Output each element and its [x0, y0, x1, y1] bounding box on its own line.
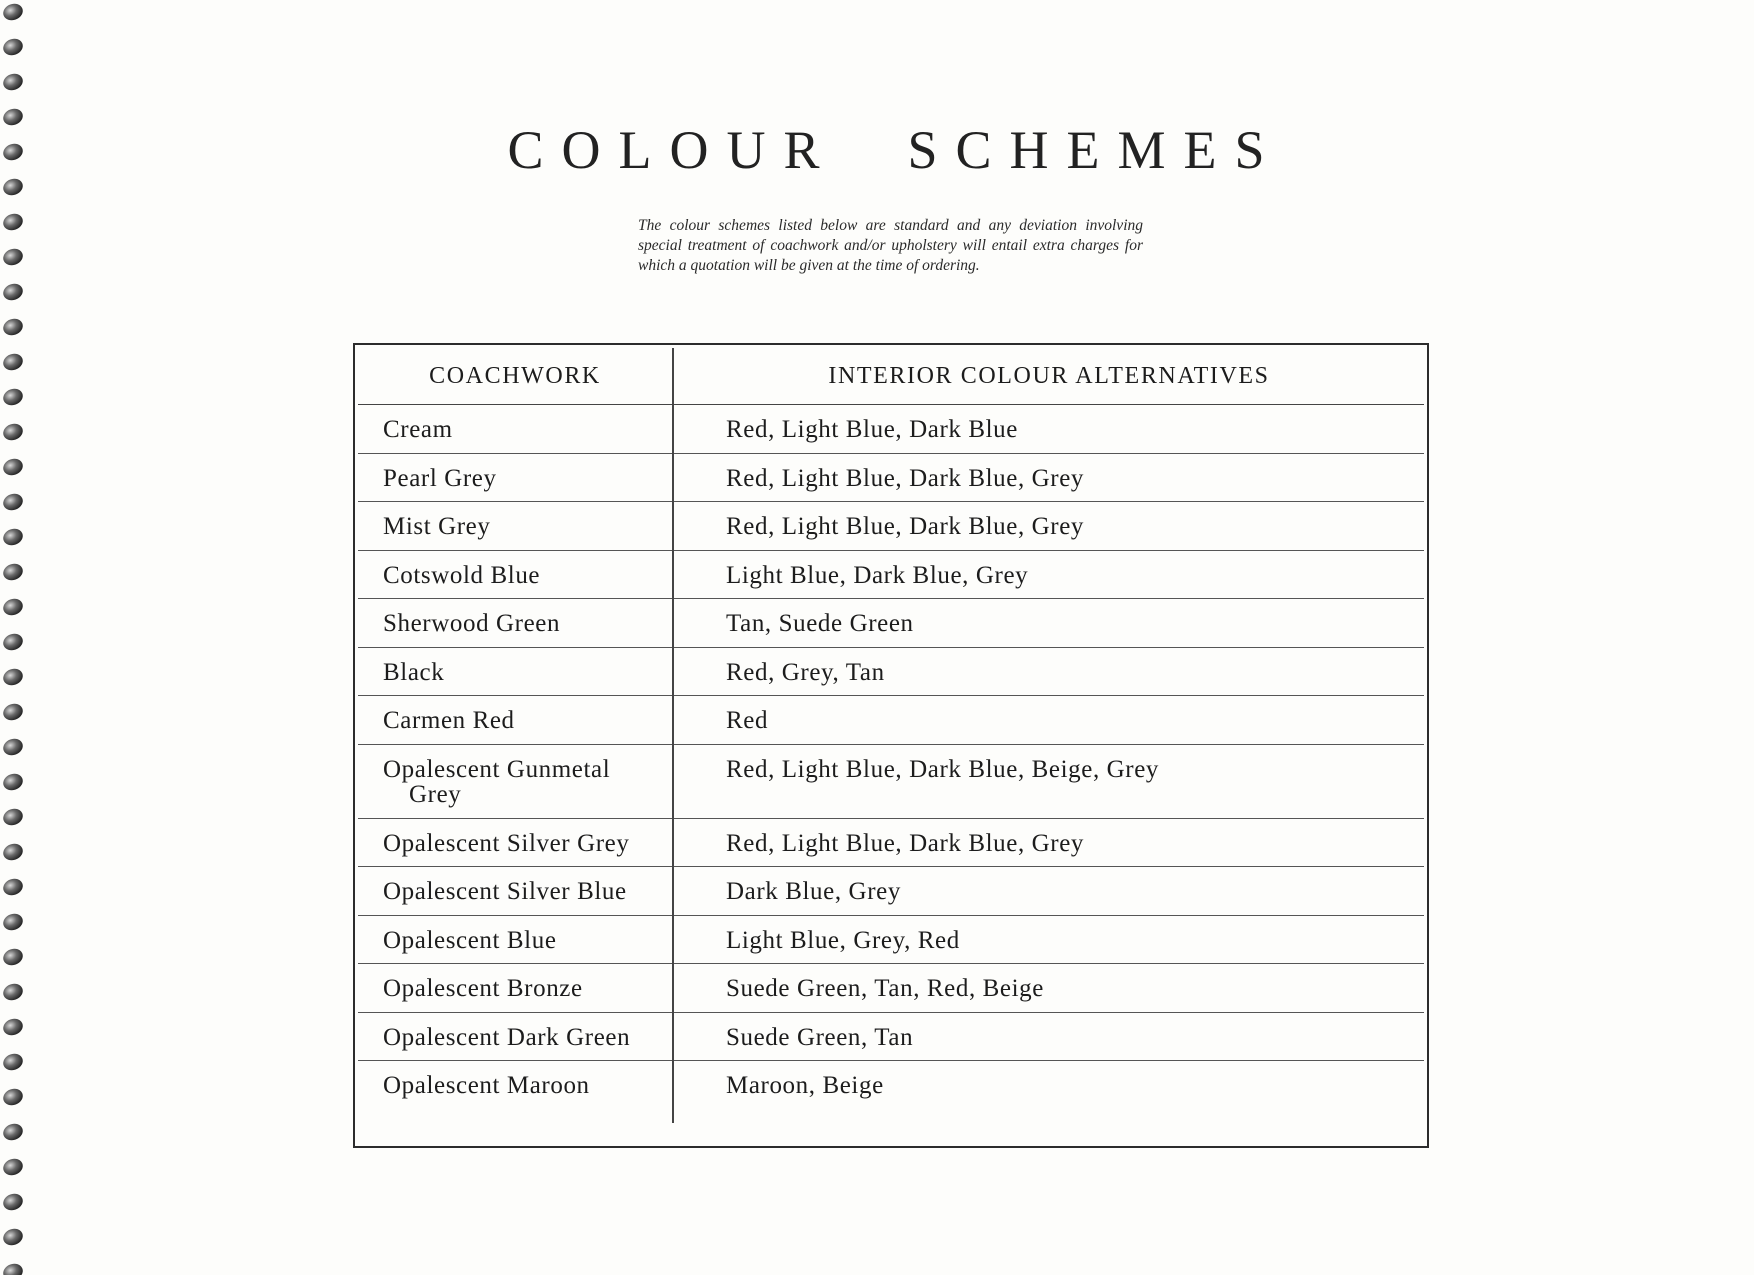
spiral-ring [1, 351, 25, 373]
spiral-ring [1, 1121, 25, 1143]
coachwork-cell: Opalescent Blue [358, 915, 673, 964]
spiral-ring [1, 1, 25, 23]
coachwork-cell-line1: Opalescent Gunmetal [383, 755, 611, 783]
spiral-ring [1, 1191, 25, 1213]
spiral-ring [1, 736, 25, 758]
spiral-ring [1, 911, 25, 933]
coachwork-cell-line2: Grey [409, 780, 462, 808]
table-row [358, 1012, 1424, 1061]
interior-cell: Maroon, Beige [726, 1072, 884, 1099]
table-row [358, 744, 1424, 818]
spiral-ring [1, 1226, 25, 1248]
spiral-ring [1, 491, 25, 513]
spiral-ring [1, 211, 25, 233]
coachwork-cell: Black [358, 647, 673, 696]
spiral-ring [1, 631, 25, 653]
interior-cell: Red, Light Blue, Dark Blue, Grey [673, 818, 1424, 867]
colour-schemes-table [353, 343, 1429, 1148]
spiral-ring [1, 456, 25, 478]
spiral-ring [1, 561, 25, 583]
table-row [358, 453, 1424, 502]
spiral-ring [1, 36, 25, 58]
coachwork-cell: Carmen Red [358, 696, 673, 745]
coachwork-cell: Opalescent Silver Grey [358, 818, 673, 867]
interior-cell: Red, Grey, Tan [673, 647, 1424, 696]
spiral-ring [1, 316, 25, 338]
interior-cell: Red, Light Blue, Dark Blue, Beige, Grey [673, 744, 1424, 818]
coachwork-cell: Pearl Grey [358, 453, 673, 502]
table-row [358, 647, 1424, 696]
spiral-ring [1, 771, 25, 793]
spiral-ring [1, 386, 25, 408]
spiral-ring [1, 701, 25, 723]
table-row [358, 964, 1424, 1013]
interior-cell: Red [673, 696, 1424, 745]
spiral-ring [1, 806, 25, 828]
spiral-ring [1, 71, 25, 93]
intro-paragraph: The colour schemes listed below are standard and any deviation involving special treatment of coachwork and/or upholstery will entail extra charges for which a quotation will be given at the time of ordering. [638, 217, 1143, 274]
page-title [0, 118, 1754, 182]
spiral-ring [1, 981, 25, 1003]
spiral-ring [1, 1156, 25, 1178]
spiral-ring [1, 526, 25, 548]
spiral-ring [1, 666, 25, 688]
spiral-ring [1, 1086, 25, 1108]
table-row [358, 502, 1424, 551]
spiral-ring [1, 246, 25, 268]
interior-cell: Suede Green, Tan [673, 1012, 1424, 1061]
spiral-ring [1, 281, 25, 303]
spiral-ring [1, 841, 25, 863]
interior-cell: Suede Green, Tan, Red, Beige [673, 964, 1424, 1013]
title-word-colour: COLOUR [507, 120, 838, 180]
table-row [358, 550, 1424, 599]
header-coachwork: COACHWORK [358, 348, 673, 405]
title-word-schemes: SCHEMES [907, 120, 1283, 180]
spiral-ring [1, 596, 25, 618]
interior-cell: Tan, Suede Green [673, 599, 1424, 648]
table-row [358, 696, 1424, 745]
coachwork-cell [358, 744, 673, 818]
coachwork-cell: Sherwood Green [358, 599, 673, 648]
coachwork-cell: Cream [358, 405, 673, 454]
spiral-ring [1, 1051, 25, 1073]
interior-cell: Red, Light Blue, Dark Blue [673, 405, 1424, 454]
spiral-ring [1, 876, 25, 898]
interior-cell: Red, Light Blue, Dark Blue, Grey [673, 453, 1424, 502]
coachwork-cell: Cotswold Blue [358, 550, 673, 599]
table-row [358, 915, 1424, 964]
spiral-ring [1, 946, 25, 968]
spiral-binding [0, 0, 34, 1275]
interior-cell: Light Blue, Dark Blue, Grey [673, 550, 1424, 599]
table-row [358, 599, 1424, 648]
interior-cell: Dark Blue, Grey [673, 867, 1424, 916]
table-row [358, 818, 1424, 867]
coachwork-cell: Opalescent Bronze [358, 964, 673, 1013]
coachwork-cell: Mist Grey [358, 502, 673, 551]
interior-cell: Light Blue, Grey, Red [673, 915, 1424, 964]
table-header-row [358, 348, 1424, 405]
spiral-ring [1, 421, 25, 443]
table-row [358, 405, 1424, 454]
interior-cell: Red, Light Blue, Dark Blue, Grey [673, 502, 1424, 551]
table-row [358, 867, 1424, 916]
coachwork-cell: Opalescent Maroon [358, 1061, 673, 1123]
spiral-ring [1, 1016, 25, 1038]
spiral-ring [1, 1261, 25, 1275]
coachwork-cell: Opalescent Silver Blue [358, 867, 673, 916]
table-row [358, 1061, 1424, 1123]
coachwork-cell: Opalescent Dark Green [358, 1012, 673, 1061]
header-interior: INTERIOR COLOUR ALTERNATIVES [673, 348, 1424, 405]
